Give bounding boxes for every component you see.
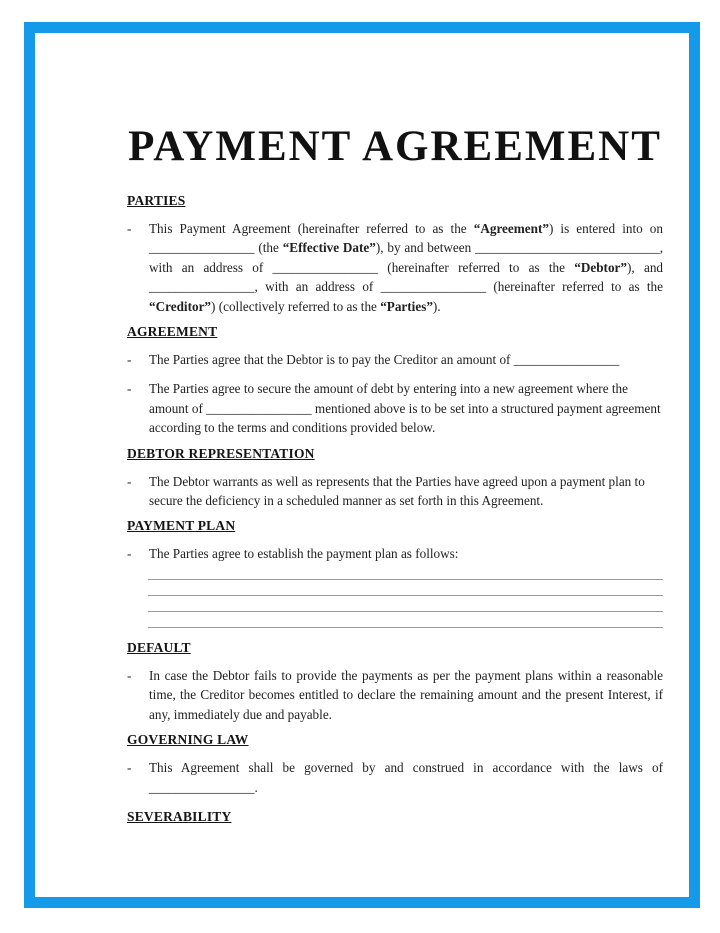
bullet-text: The Parties agree to secure the amount of debt by entering into a new agreement where the amount of ________________ mentioned above is to be set into a structured payment agreement according to the terms and conditions provided below. (149, 381, 661, 436)
bullet-dash: - (127, 473, 132, 489)
section-heading-severability: SEVERABILITY (127, 808, 232, 824)
bullet-text: The Parties agree to establish the payment plan as follows: (149, 546, 459, 562)
writing-line (148, 596, 663, 612)
bullet-text: This Agreement shall be governed by and construed in accordance with the laws of ________________. (149, 760, 663, 795)
section-heading-payment-plan: PAYMENT PLAN (127, 518, 236, 534)
section-heading-agreement: AGREEMENT (127, 324, 218, 340)
section-heading-debtor-representation: DEBTOR REPRESENTATION (127, 445, 315, 461)
document-content (127, 66, 663, 825)
section-heading-default: DEFAULT (127, 639, 191, 655)
bullet-dash: - (127, 352, 132, 368)
bullet-dash: - (127, 546, 132, 562)
bullet-dash: - (127, 221, 132, 236)
document-title: PAYMENT AGREEMENT (128, 123, 662, 170)
bullet-text: The Parties agree that the Debtor is to pay the Creditor an amount of ________________ (149, 352, 620, 368)
bullet-item (127, 544, 663, 563)
bullet-item (127, 472, 663, 511)
bullet-item (127, 758, 663, 797)
bullet-dash: - (127, 381, 132, 397)
writing-line (148, 580, 663, 596)
bullet-item (127, 666, 663, 724)
writing-line (148, 612, 663, 628)
section-heading-governing-law: GOVERNING LAW (127, 732, 249, 748)
bullet-text: This Payment Agreement (hereinafter referred to as the “Agreement”) is entered into on ________________ (the “Effective Date”), by and between ____________________________, with an address of ________________ (hereinafter referred to as the “Debtor”), and ________________, with an address of ________________ (hereinafter referred to as the “Creditor”) (collectively referred to as the “Parties”). (149, 221, 664, 314)
bullet-dash: - (127, 667, 132, 683)
bullet-dash: - (127, 760, 132, 776)
section-heading-parties: PARTIES (127, 193, 186, 208)
bullet-item (127, 379, 663, 437)
bullet-text: The Debtor warrants as well as represents that the Parties have agreed upon a payment plan to secure the deficiency in a scheduled manner as set forth in this Agreement. (149, 473, 645, 509)
bullet-text: In case the Debtor fails to provide the payments as per the payment plans within a reasonable time, the Creditor becomes entitled to declare the remaining amount and the present Interest, if any, immediately due and payable. (149, 667, 663, 722)
page-border (24, 22, 700, 908)
writing-line (148, 564, 663, 580)
bullet-item (127, 350, 663, 369)
payment-plan-writing-area (148, 564, 663, 628)
bullet-item (127, 219, 663, 316)
